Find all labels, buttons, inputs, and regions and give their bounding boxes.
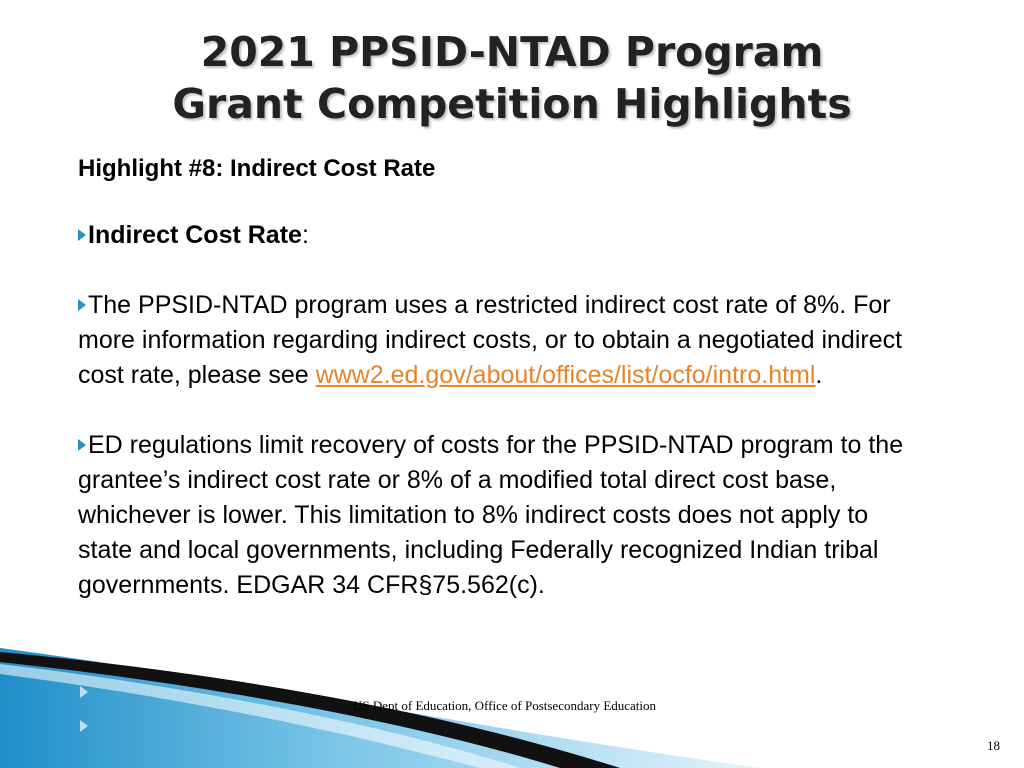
bullet-heading-colon: : xyxy=(301,221,309,249)
ocfo-link[interactable]: www2.ed.gov/about/offices/list/ocfo/intro.html xyxy=(315,361,816,389)
bullet-ed-regulations-text: ED regulations limit recovery of costs for the PPSID-NTAD program to the grantee’s indirect cost rate or 8% of a modified total direct cost base, whichever is lower. This limitation to 8% indirect costs does not apply to state and local governments, including Federally recognized Indian tribal governments. EDGAR 34 CFR§75.562(c). xyxy=(78,431,904,599)
highlight-subtitle: Highlight #8: Indirect Cost Rate xyxy=(78,155,436,182)
triangle-right-icon xyxy=(78,439,86,451)
page-number: 18 xyxy=(987,738,1000,753)
slide-content xyxy=(78,218,918,603)
bullet-heading xyxy=(78,218,918,253)
triangle-right-icon xyxy=(78,229,86,241)
triangle-right-icon xyxy=(80,720,88,732)
title-line-2: Grant Competition Highlights xyxy=(172,80,852,128)
title-line-1: 2021 PPSID-NTAD Program xyxy=(200,28,824,76)
triangle-right-icon xyxy=(78,299,86,311)
bullet-indirect-rate xyxy=(78,288,918,393)
footer-note: US Dept of Education, Office of Postsecondary Education xyxy=(353,698,657,713)
slide-title xyxy=(100,26,924,130)
bullet-ed-regulations xyxy=(78,428,918,603)
bullet-heading-label: Indirect Cost Rate xyxy=(88,221,302,249)
bullet-indirect-rate-end: . xyxy=(815,361,823,389)
bullet-indirect-rate-text: The PPSID-NTAD program uses a restricted indirect cost rate of 8%. For more information regarding indirect costs, or to obtain a negotiated indirect cost rate, please see xyxy=(78,291,903,389)
triangle-right-icon xyxy=(80,686,88,698)
